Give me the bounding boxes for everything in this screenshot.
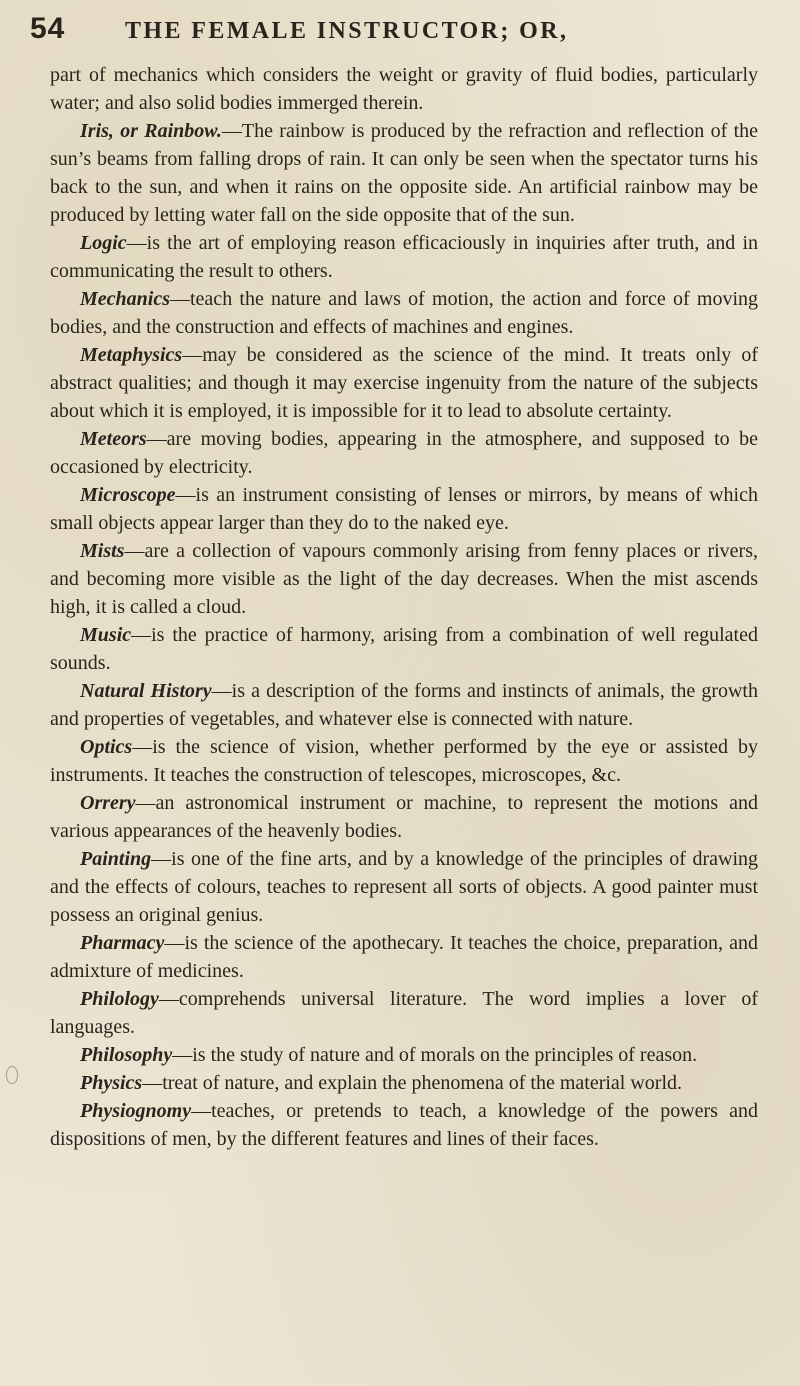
entry-term: Natural History [80,680,212,702]
entry-term: Physiognomy [80,1100,192,1122]
entry-term: Philology [80,988,159,1010]
running-head: THE FEMALE INSTRUCTOR; OR, [125,18,569,44]
entry-philology [50,985,758,1041]
entry-text: —is the practice of harmony, arising from a combination of well regulated sounds. [50,624,758,674]
entry-term: Iris, or Rainbow. [80,120,222,142]
entry-text: —teach the nature and laws of motion, the action and force of moving bodies, and the construction and effects of machines and engines. [50,288,758,338]
entry-term: Meteors [80,428,147,450]
entry-painting [50,845,758,929]
entry-text: —is one of the fine arts, and by a knowledge of the principles of drawing and the effects of colours, teaches to represent all sorts of objects. A good painter must possess an original genius. [50,848,758,926]
entry-meteors [50,425,758,481]
entry-orrery [50,789,758,845]
entry-logic [50,229,758,285]
entry-term: Microscope [80,484,176,506]
entry-text: —The rainbow is produced by the refraction and reflection of the sun’s beams from falling drops of rain. It can only be seen when the spectator turns his back to the sun, and when it rains on the opposite side. An artificial rainbow may be produced by letting water fall on the side opposite that of the sun. [50,120,758,226]
entry-text: —is the science of the apothecary. It teaches the choice, preparation, and admixture of medicines. [50,932,758,982]
entry-text: —comprehends universal literature. The word implies a lover of languages. [50,988,758,1038]
entry-text: —is the science of vision, whether performed by the eye or assisted by instruments. It teaches the construction of telescopes, microscopes, &c. [50,736,758,786]
entry-music [50,621,758,677]
entry-text: —is the study of nature and of morals on the principles of reason. [172,1044,698,1066]
entry-text: —is a description of the forms and instincts of animals, the growth and properties of vegetables, and whatever else is connected with nature. [50,680,758,730]
entry-text: —may be considered as the science of the mind. It treats only of abstract qualities; and though it may exercise ingenuity from the nature of the subjects about which it is employed, it is impossible for it to lead to absolute certainty. [50,344,758,422]
entry-text: —an astronomical instrument or machine, to represent the motions and various appearances of the heavenly bodies. [50,792,758,842]
entry-text: —are moving bodies, appearing in the atmosphere, and supposed to be occasioned by electricity. [50,428,758,478]
entry-term: Optics [80,736,133,758]
entry-term: Orrery [80,792,136,814]
entry-term: Logic [80,232,127,254]
entry-physics [50,1069,758,1097]
entry-term: Mists [80,540,125,562]
page-number: 54 [30,12,66,45]
entry-pharmacy [50,929,758,985]
entry-text: —treat of nature, and explain the phenomena of the material world. [142,1072,683,1094]
entry-philosophy [50,1041,758,1069]
entry-microscope [50,481,758,537]
entry-optics [50,733,758,789]
continuation-paragraph: part of mechanics which considers the weight or gravity of fluid bodies, particularly water; and also solid bodies immerged therein. [50,64,758,114]
entry-term: Pharmacy [80,932,165,954]
body-text [50,61,758,1153]
entry-text: —are a collection of vapours commonly arising from fenny places or rivers, and becoming more visible as the light of the day decreases. When the mist ascends high, it is called a cloud. [50,540,758,618]
entry-mechanics [50,285,758,341]
entry-mists [50,537,758,621]
entry-natural-history [50,677,758,733]
entry-physiognomy [50,1097,758,1153]
entry-term: Physics [80,1072,143,1094]
entry-term: Music [80,624,132,646]
entry-iris [50,117,758,229]
entry-term: Painting [80,848,152,870]
entry-term: Metaphysics [80,344,183,366]
entry-text: —is an instrument consisting of lenses or mirrors, by means of which small objects appear larger than they do to the naked eye. [50,484,758,534]
margin-stain [6,1066,18,1084]
entry-text: —teaches, or pretends to teach, a knowledge of the powers and dispositions of men, by the different features and lines of their faces. [50,1100,758,1150]
entry-metaphysics [50,341,758,425]
page-header [30,12,770,52]
entry-text: —is the art of employing reason efficaciously in inquiries after truth, and in communicating the result to others. [50,232,758,282]
entry-term: Philosophy [80,1044,173,1066]
entry-term: Mechanics [80,288,170,310]
